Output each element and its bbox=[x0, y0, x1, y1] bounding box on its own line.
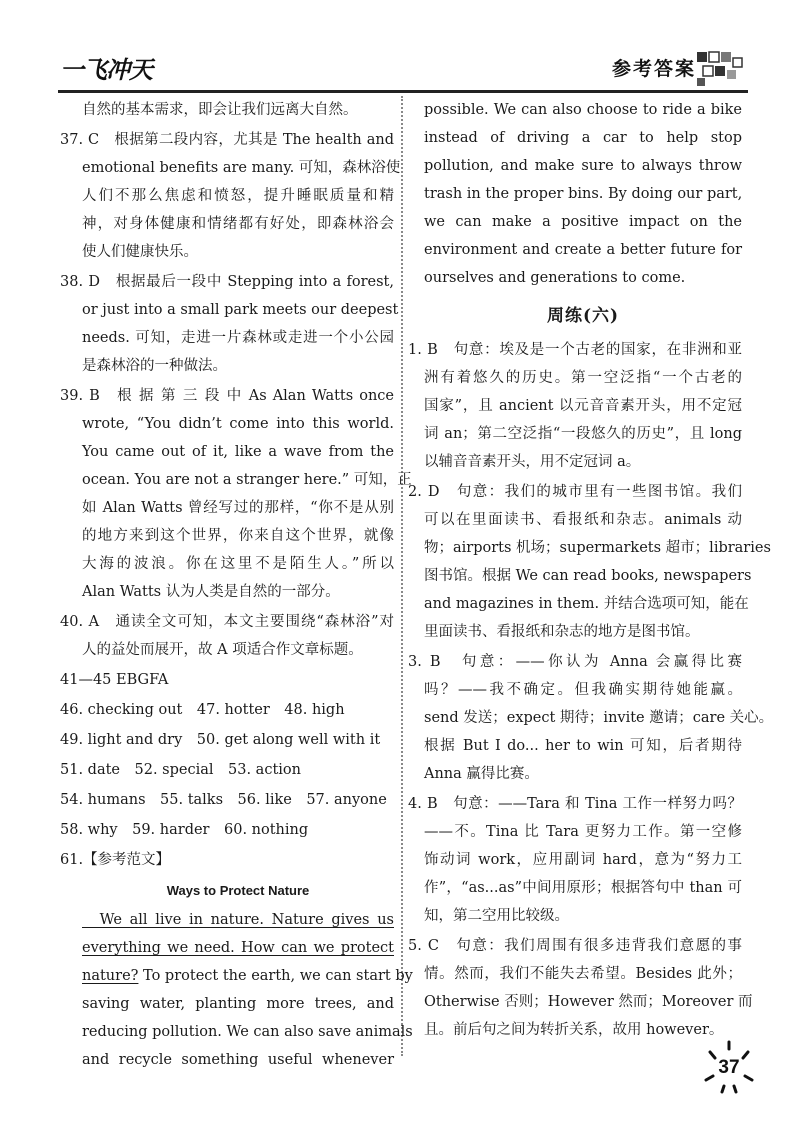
text-line: and recycle something useful whenever bbox=[82, 1052, 394, 1068]
text-line bbox=[82, 962, 413, 990]
line-remainder: To protect the earth, we can start by bbox=[138, 968, 413, 984]
text-line: 情。然而，我们不能失去希望。Besides 此外； bbox=[424, 966, 742, 982]
text-line: 40. A 通读全文可知，本文主要围绕“森林浴”对 bbox=[60, 614, 394, 630]
text-line: 以辅音音素开头，用不定冠词 a。 bbox=[424, 454, 641, 470]
section-title: 周练(六) bbox=[546, 306, 620, 326]
text-line: 51. date 52. special 53. action bbox=[60, 762, 301, 778]
text-line: or just into a small park meets our deepest bbox=[82, 302, 399, 318]
text-line: and magazines in them. 并结合选项可知，能在 bbox=[424, 596, 749, 612]
text-line: 饰动词 work，应用副词 hard，意为“努力工 bbox=[424, 852, 742, 868]
text-line: 38. D 根据最后一段中 Stepping into a forest, bbox=[60, 274, 394, 290]
text-line: 物；airports 机场；supermarkets 超市；libraries bbox=[424, 540, 771, 556]
text-line: You came out of it, like a wave from the bbox=[82, 444, 394, 460]
underlined-text: nature? bbox=[82, 968, 139, 984]
checker-decoration-icon bbox=[695, 48, 745, 88]
text-line: Anna 赢得比赛。 bbox=[424, 766, 539, 782]
text-line: 49. light and dry 50. get along well with it bbox=[60, 732, 381, 748]
text-line: possible. We can also choose to ride a bike bbox=[424, 102, 742, 118]
text-line: 吗？——我不确定。但我确实期待她能赢。 bbox=[424, 682, 742, 698]
underlined-text: We all live in nature. Nature gives us bbox=[82, 912, 394, 928]
text-line: 1. B 句意：埃及是一个古老的国家，在非洲和亚 bbox=[408, 342, 742, 358]
weekly-answers bbox=[408, 336, 774, 1044]
text-line: ourselves and generations to come. bbox=[424, 270, 686, 286]
page-number: 37 bbox=[718, 1057, 740, 1078]
text-line: wrote, “You didn’t come into this world. bbox=[82, 416, 394, 432]
text-line: send 发送；expect 期待；invite 邀请；care 关心。 bbox=[424, 710, 774, 726]
text-line: saving water, planting more trees, and bbox=[82, 996, 394, 1012]
text-line: 3. B 句意：——你认为 Anna 会赢得比赛 bbox=[408, 654, 742, 670]
text-line: 39. B 根 据 第 三 段 中 As Alan Watts once bbox=[60, 388, 394, 404]
text-line: 可以在里面读书、看报纸和杂志。animals 动 bbox=[424, 512, 742, 528]
text-line: 2. D 句意：我们的城市里有一些图书馆。我们 bbox=[408, 484, 742, 500]
text-line: ocean. You are not a stranger here.” 可知，正 bbox=[82, 472, 412, 488]
header-rule bbox=[58, 90, 748, 93]
text-line: 作”，“as...as”中间用原形；根据答句中 than 可 bbox=[424, 880, 742, 896]
text-line: 使人们健康快乐。 bbox=[82, 244, 198, 260]
text-line: Alan Watts 认为人类是自然的一部分。 bbox=[82, 584, 340, 600]
text-line: 46. checking out 47. hotter 48. high bbox=[60, 702, 345, 718]
text-line: 国家”，且 ancient 以元音音素开头，用不定冠 bbox=[424, 398, 742, 414]
text-line: 如 Alan Watts 曾经写过的那样，“你不是从别 bbox=[82, 500, 394, 516]
text-line: 自然的基本需求，即会让我们远离大自然。 bbox=[82, 102, 358, 118]
left-column bbox=[60, 96, 413, 1074]
text-line: 是森林浴的一种做法。 bbox=[82, 358, 227, 374]
text-line: 的地方来到这个世界，你来自这个世界，就像 bbox=[82, 528, 394, 544]
text-line: 41—45 EBGFA bbox=[60, 672, 169, 688]
underlined-text: everything we need. How can we protect bbox=[82, 940, 394, 956]
text-line: 5. C 句意：我们周围有很多违背我们意愿的事 bbox=[408, 938, 742, 954]
text-line: 神，对身体健康和情绪都有好处，即森林浴会 bbox=[82, 216, 394, 232]
text-line: 54. humans 55. talks 56. like 57. anyone bbox=[60, 792, 387, 808]
column-divider bbox=[401, 96, 403, 1056]
answer-key-title: 参考答案 bbox=[612, 58, 697, 80]
text-line: 里面读书、看报纸和杂志的地方是图书馆。 bbox=[424, 624, 700, 640]
essay-title: Ways to Protect Nature bbox=[166, 883, 310, 898]
text-line: 人的益处而展开，故 A 项适合作文章标题。 bbox=[82, 642, 363, 658]
text-line bbox=[82, 934, 394, 962]
text-line: 人们不那么焦虑和愤怒，提升睡眠质量和精 bbox=[82, 188, 394, 204]
text-line: ——不。Tina 比 Tara 更努力工作。第一空修 bbox=[424, 824, 742, 840]
text-line: needs. 可知，走进一片森林或走进一个小公园 bbox=[82, 330, 394, 346]
text-line: 大海的波浪。你在这里不是陌生人。”所以 bbox=[82, 556, 394, 572]
text-line: we can make a positive impact on the bbox=[424, 214, 742, 230]
text-line: 4. B 句意：——Tara 和 Tina 工作一样努力吗？ bbox=[408, 796, 742, 812]
text-line: reducing pollution. We can also save animals bbox=[82, 1024, 413, 1040]
text-line: 61.【参考范文】 bbox=[60, 852, 171, 868]
text-line: 37. C 根据第二段内容，尤其是 The health and bbox=[60, 132, 394, 148]
text-line: pollution, and make sure to always throw bbox=[424, 158, 742, 174]
text-line: 洲有着悠久的历史。第一空泛指“一个古老的 bbox=[424, 370, 742, 386]
left-answer-lines bbox=[60, 96, 412, 874]
text-line: 根据 But I do... her to win 可知，后者期待 bbox=[424, 738, 742, 754]
text-line: environment and create a better future for bbox=[424, 242, 742, 258]
text-line bbox=[82, 906, 394, 934]
text-line: 知，第二空用比较级。 bbox=[424, 908, 569, 924]
brand-logo: 一飞冲天 bbox=[60, 56, 152, 84]
text-line: emotional benefits are many. 可知，森林浴使 bbox=[82, 160, 401, 176]
text-line: Otherwise 否则；However 然而；Moreover 而 bbox=[424, 994, 753, 1010]
text-line: 图书馆。根据 We can read books, newspapers bbox=[424, 568, 752, 584]
essay-continuation bbox=[424, 96, 742, 292]
text-line: 词 an；第二空泛指“一段悠久的历史”，且 long bbox=[424, 426, 742, 442]
text-line: 且。前后句之间为转折关系，故用 however。 bbox=[424, 1022, 724, 1038]
text-line: trash in the proper bins. By doing our part, bbox=[424, 186, 743, 202]
text-line: 58. why 59. harder 60. nothing bbox=[60, 822, 309, 838]
page-header bbox=[0, 0, 800, 96]
text-line: instead of driving a car to help stop bbox=[424, 130, 742, 146]
essay-body bbox=[82, 906, 413, 1074]
right-column bbox=[408, 96, 774, 1044]
